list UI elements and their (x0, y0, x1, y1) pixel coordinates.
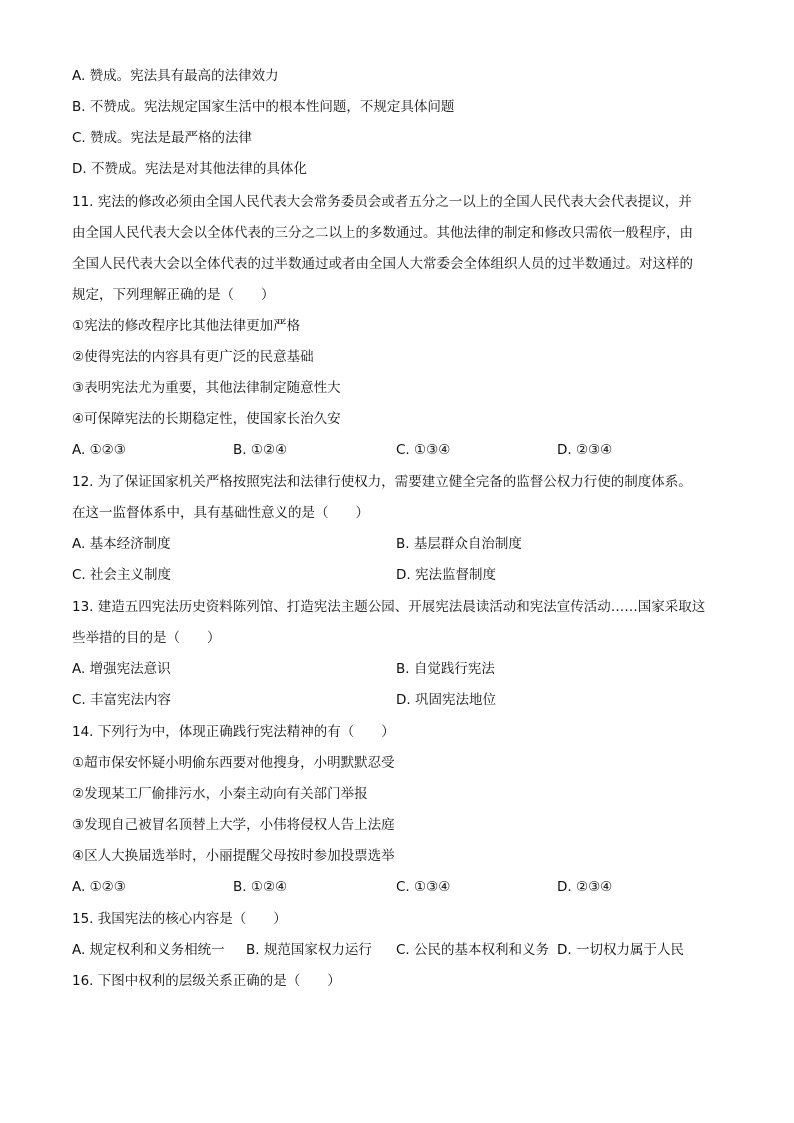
q15-option-b: B. 规范国家权力运行 (246, 942, 372, 958)
q14-option-d: D. ②③④ (557, 879, 613, 895)
q14-statement-1: ①超市保安怀疑小明偷东西要对他搜身，小明默默忍受 (72, 755, 395, 771)
q14-option-c: C. ①③④ (396, 879, 451, 895)
q15-option-d: D. 一切权力属于人民 (557, 942, 684, 958)
q13-option-b: B. 自觉践行宪法 (396, 661, 495, 677)
q12-option-d: D. 宪法监督制度 (396, 567, 496, 583)
q13-stem-line2: 些举措的目的是（ ） (72, 630, 221, 646)
q11-stem-line4: 规定，下列理解正确的是（ ） (72, 287, 275, 303)
q11-stem-line1: 11. 宪法的修改必须由全国人民代表大会常务委员会或者五分之一以上的全国人民代表大会代表提议，并 (72, 194, 692, 210)
q12-option-c: C. 社会主义制度 (72, 567, 172, 583)
q10-option-a: A. 赞成。宪法具有最高的法律效力 (72, 68, 279, 84)
q11-option-a: A. ①②③ (72, 442, 126, 458)
q10-option-b: B. 不赞成。宪法规定国家生活中的根本性问题，不规定具体问题 (72, 99, 455, 115)
q11-statement-2: ②使得宪法的内容具有更广泛的民意基础 (72, 349, 314, 365)
q16-stem-line1: 16. 下图中权利的层级关系正确的是（ ） (72, 973, 341, 989)
q13-option-d: D. 巩固宪法地位 (396, 692, 496, 708)
q12-option-b: B. 基层群众自治制度 (396, 536, 522, 552)
q10-option-c: C. 赞成。宪法是最严格的法律 (72, 130, 253, 146)
q11-option-c: C. ①③④ (396, 442, 451, 458)
q14-option-b: B. ①②④ (233, 879, 288, 895)
q11-statement-4: ④可保障宪法的长期稳定性，使国家长治久安 (72, 411, 341, 427)
q14-statement-4: ④区人大换届选举时，小丽提醒父母按时参加投票选举 (72, 848, 395, 864)
q14-option-a: A. ①②③ (72, 879, 126, 895)
q12-option-a: A. 基本经济制度 (72, 536, 171, 552)
q13-option-a: A. 增强宪法意识 (72, 661, 171, 677)
q14-statement-3: ③发现自己被冒名顶替上大学，小伟将侵权人告上法庭 (72, 817, 395, 833)
q15-stem-line1: 15. 我国宪法的核心内容是（ ） (72, 911, 287, 927)
q15-option-c: C. 公民的基本权利和义务 (396, 942, 550, 958)
q13-option-c: C. 丰富宪法内容 (72, 692, 172, 708)
q14-statement-2: ②发现某工厂偷排污水，小秦主动向有关部门举报 (72, 786, 368, 802)
q14-stem-line1: 14. 下列行为中，体现正确践行宪法精神的有（ ） (72, 724, 395, 740)
q11-stem-line3: 全国人民代表大会以全体代表的过半数通过或者由全国人大常委会全体组织人员的过半数通过。对这样的 (72, 256, 693, 272)
q11-statement-3: ③表明宪法尤为重要，其他法律制定随意性大 (72, 380, 341, 396)
q10-option-d: D. 不赞成。宪法是对其他法律的具体化 (72, 161, 307, 177)
q11-option-b: B. ①②④ (233, 442, 288, 458)
q11-statement-1: ①宪法的修改程序比其他法律更加严格 (72, 318, 301, 334)
q12-stem-line2: 在这一监督体系中，具有基础性意义的是（ ） (72, 505, 369, 521)
q12-stem-line1: 12. 为了保证国家机关严格按照宪法和法律行使权力，需要建立健全完备的监督公权力行使的制度体系。 (72, 474, 692, 490)
q13-stem-line1: 13. 建造五四宪法历史资料陈列馆、打造宪法主题公园、开展宪法晨读活动和宪法宣传活动……国家采取这 (72, 599, 706, 615)
q15-option-a: A. 规定权利和义务相统一 (72, 942, 225, 958)
q11-stem-line2: 由全国人民代表大会以全体代表的三分之二以上的多数通过。其他法律的制定和修改只需依一般程序，由 (72, 225, 693, 241)
q11-option-d: D. ②③④ (557, 442, 613, 458)
